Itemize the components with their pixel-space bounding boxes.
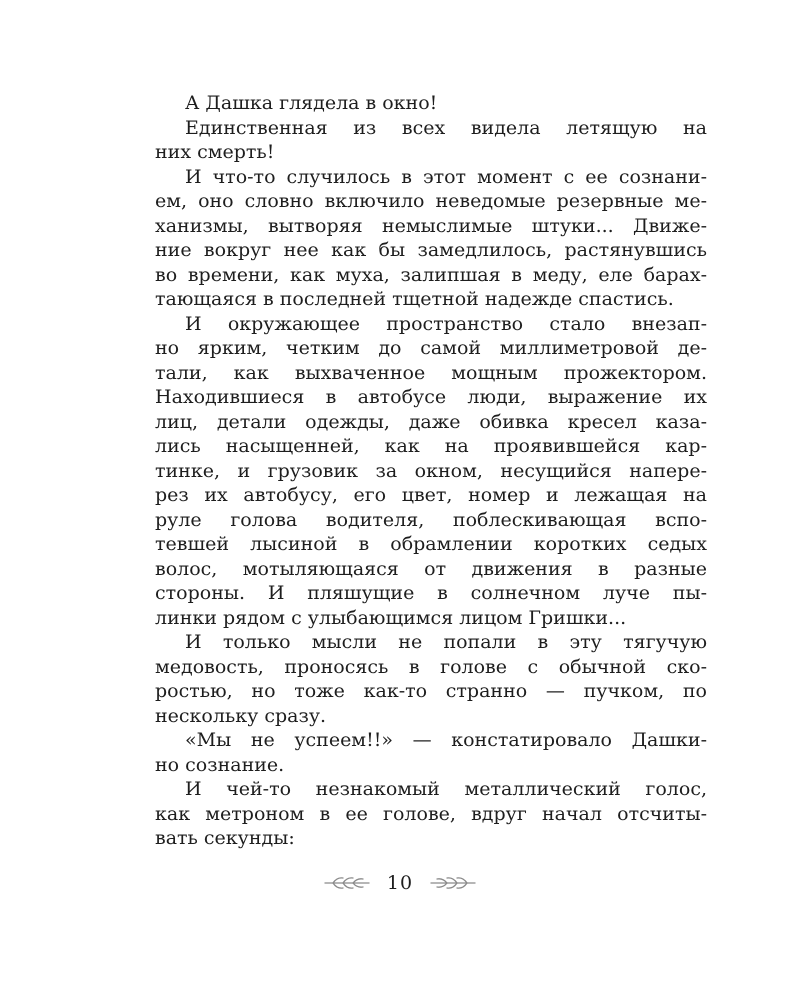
- text-line: них смерть!: [155, 141, 275, 163]
- text-line: И окружающее пространство стало внезап-: [185, 312, 707, 335]
- text-line: «Мы не успеем!!» — констатировало Дашки-: [185, 729, 707, 751]
- text-line: руле голова водителя, поблескивающая вспо-: [155, 508, 707, 531]
- leaf-sprig-icon: [427, 875, 477, 891]
- page-footer: [0, 866, 800, 900]
- text-line: А Дашка глядела в окно!: [185, 92, 438, 114]
- text-line: Находившиеся в автобусе люди, выражение их: [155, 386, 707, 408]
- text-line: лиц, детали одежды, даже обивка кресел каза-: [155, 410, 707, 433]
- text-line: нескольку сразу.: [155, 704, 327, 727]
- text-line: вать секунды:: [155, 827, 295, 849]
- text-line: тевшей лысиной в обрамлении коротких седых: [155, 533, 707, 555]
- text-line: И чей-то незнакомый металлический голос,: [185, 778, 707, 800]
- text-line: рез их автобусу, его цвет, номер и лежащая на: [155, 484, 707, 506]
- text-line: тали, как выхваченное мощным прожектором.: [155, 361, 707, 384]
- text-line: И что-то случилось в этот момент с ее сознани-: [185, 165, 707, 188]
- text-line: лись насыщенней, как на проявившейся кар-: [155, 435, 707, 457]
- text-line: тинке, и грузовик за окном, несущийся напере-: [155, 459, 707, 482]
- text-line: тающаяся в последней тщетной надежде спастись.: [155, 288, 674, 310]
- leaf-sprig-icon: [323, 875, 373, 891]
- text-line: И только мысли не попали в эту тягучую: [185, 631, 707, 653]
- text-line: медовость, проносясь в голове с обычной ско-: [155, 655, 707, 678]
- page-number: 10: [386, 872, 414, 894]
- body-text: [155, 91, 707, 851]
- text-line: ханизмы, вытворяя немыслимые штуки... Движе-: [155, 214, 707, 237]
- text-line: стороны. И пляшущие в солнечном луче пы-: [155, 582, 707, 604]
- text-line: но ярким, четким до самой миллиметровой де-: [155, 337, 707, 359]
- text-line: ем, оно словно включило неведомые резервные ме-: [155, 190, 707, 212]
- text-line: как метроном в ее голове, вдруг начал отсчиты-: [155, 802, 707, 825]
- text-line: Единственная из всех видела летящую на: [185, 116, 707, 139]
- text-line: волос, мотыляющаяся от движения в разные: [155, 557, 707, 580]
- text-line: во времени, как муха, залипшая в меду, еле барах-: [155, 263, 707, 286]
- text-line: ние вокруг нее как бы замедлилось, растянувшись: [155, 239, 707, 261]
- text-line: но сознание.: [155, 753, 285, 776]
- text-line: линки рядом с улыбающимся лицом Гришки...: [155, 606, 627, 629]
- text-line: ростью, но тоже как-то странно — пучком, по: [155, 680, 707, 702]
